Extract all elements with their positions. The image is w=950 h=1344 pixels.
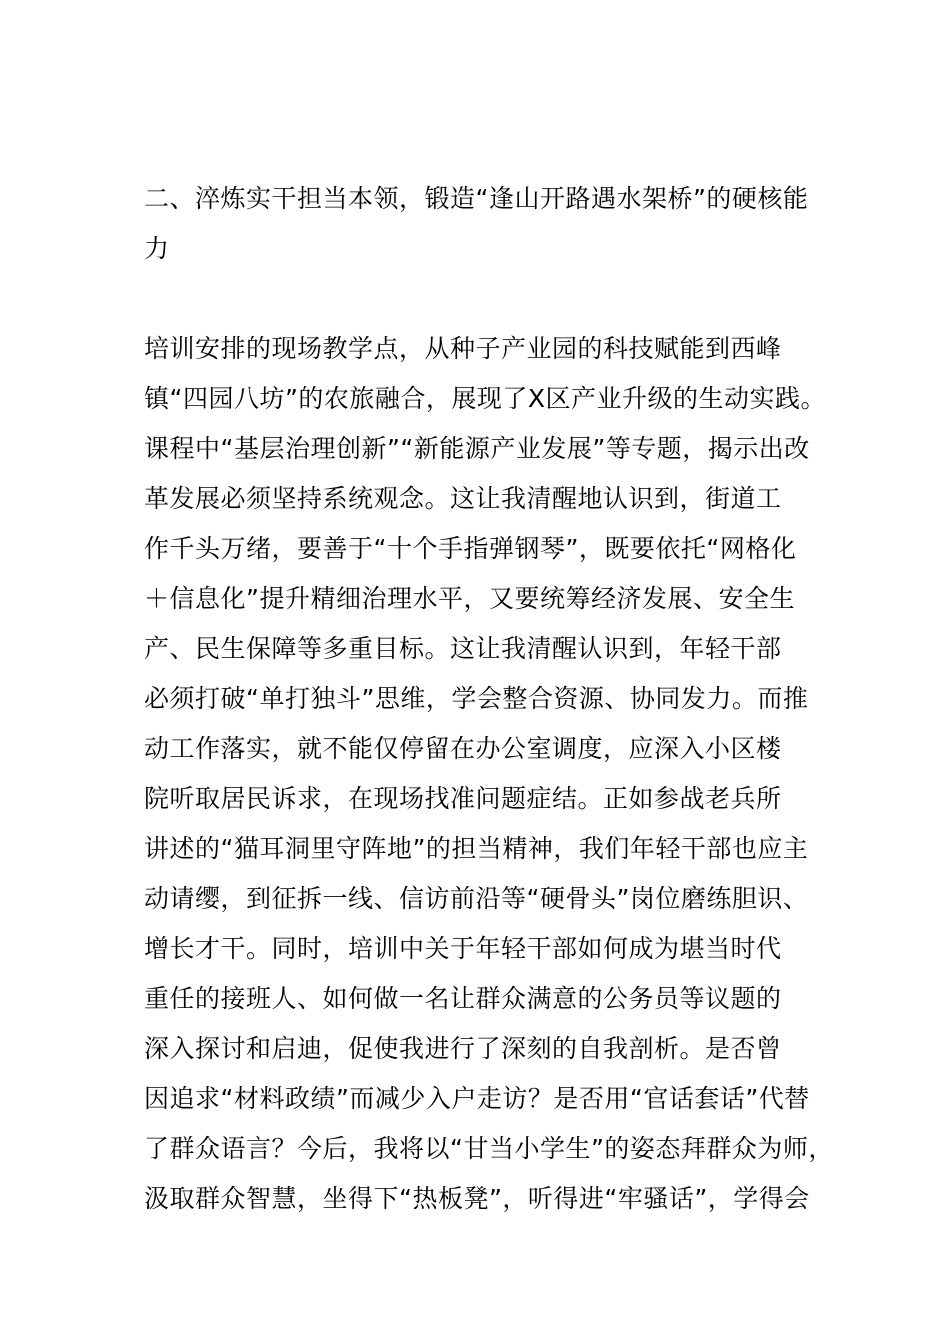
paragraph-line: 讲述的“猫耳洞里守阵地”的担当精神，我们年轻干部也应主 xyxy=(144,834,809,863)
paragraph-line: 动工作落实，就不能仅停留在办公室调度，应深入小区楼 xyxy=(144,734,782,763)
heading-line-1: 二、淬炼实干担当本领，锻造“逢山开路遇水架桥”的硬核能 xyxy=(144,184,809,213)
paragraph-line: 重任的接班人、如何做一名让群众满意的公务员等议题的 xyxy=(144,984,782,1013)
paragraph-line: 课程中“基层治理创新”“新能源产业发展”等专题，揭示出改 xyxy=(144,434,810,463)
paragraph-line: 院听取居民诉求，在现场找准问题症结。正如参战老兵所 xyxy=(144,784,782,813)
paragraph-line: 了群众语言？今后，我将以“甘当小学生”的姿态拜群众为师， xyxy=(144,1134,834,1163)
paragraph-line: 镇“四园八坊”的农旅融合，展现了X区产业升级的生动实践。 xyxy=(144,384,827,413)
paragraph-line: 作千头万绪，要善于“十个手指弹钢琴”，既要依托“网格化 xyxy=(144,534,797,563)
paragraph-line: 深入探讨和启迪，促使我进行了深刻的自我剖析。是否曾 xyxy=(144,1034,782,1063)
paragraph-line: 革发展必须坚持系统观念。这让我清醒地认识到，街道工 xyxy=(144,484,782,513)
paragraph-line: 汲取群众智慧，坐得下“热板凳”，听得进“牢骚话”，学得会 xyxy=(144,1184,810,1213)
paragraph-line: ＋信息化”提升精细治理水平，又要统筹经济发展、安全生 xyxy=(144,584,795,613)
paragraph-line: 培训安排的现场教学点，从种子产业园的科技赋能到西峰 xyxy=(144,334,782,363)
paragraph-line: 因追求“材料政绩”而减少入户走访？是否用“官话套话”代替 xyxy=(144,1084,810,1113)
paragraph-line: 增长才干。同时，培训中关于年轻干部如何成为堪当时代 xyxy=(144,934,782,963)
paragraph-line: 必须打破“单打独斗”思维，学会整合资源、协同发力。而推 xyxy=(144,684,809,713)
heading-line-2: 力 xyxy=(144,234,170,263)
paragraph-line: 产、民生保障等多重目标。这让我清醒认识到，年轻干部 xyxy=(144,634,782,663)
paragraph-line: 动请缨，到征拆一线、信访前沿等“硬骨头”岗位磨练胆识、 xyxy=(144,884,809,913)
